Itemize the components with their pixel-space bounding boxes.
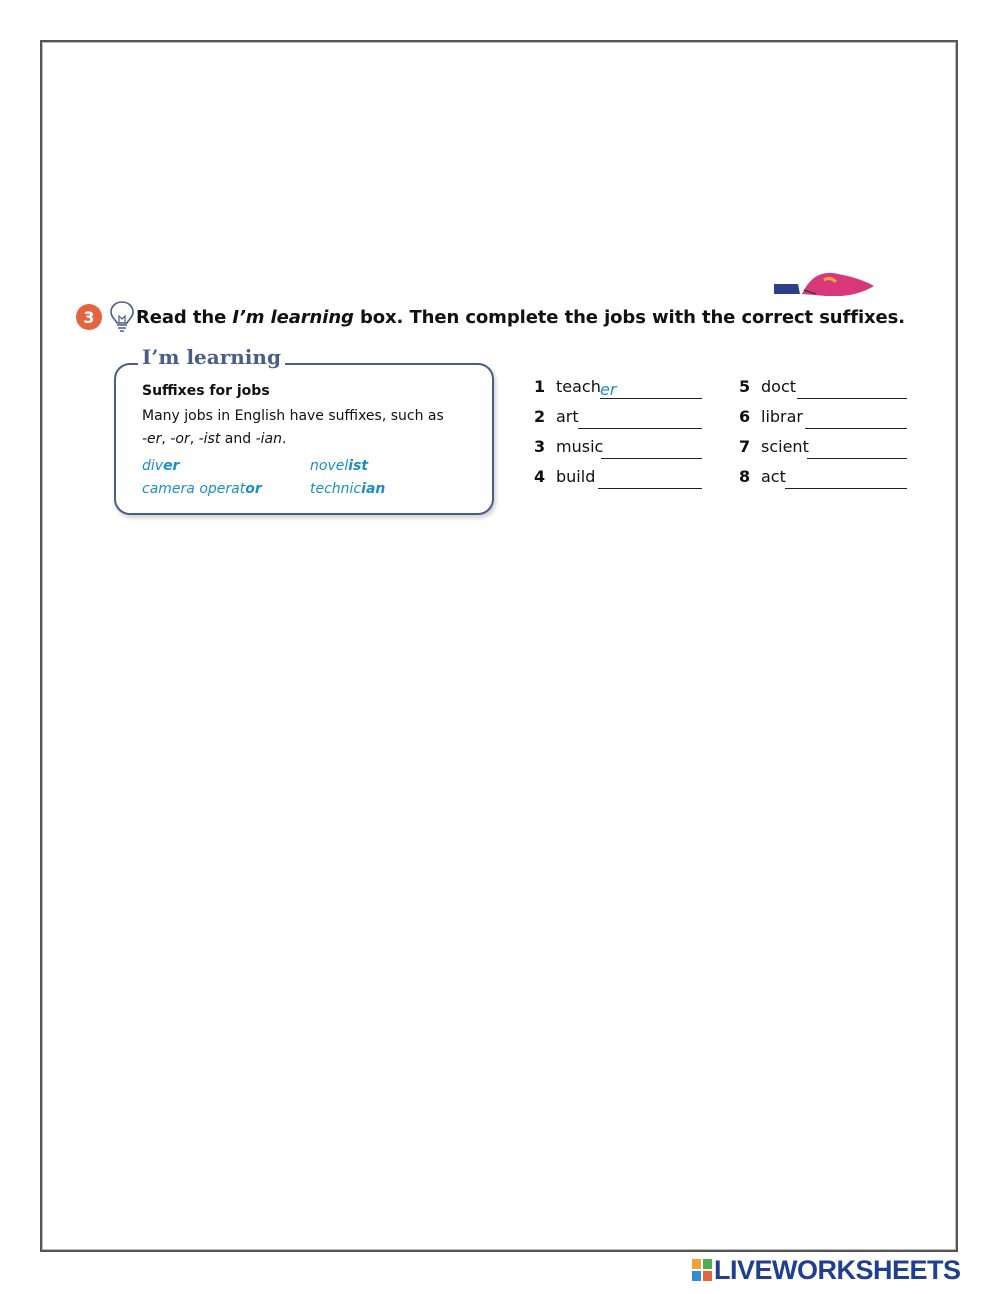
exercise-number-badge [76,304,102,330]
exercise-number: 3 [83,307,95,327]
example-word: camera operator [142,481,262,497]
answer-blank[interactable] [807,440,907,459]
lightbulb-icon [109,300,135,334]
example-word: diver [142,458,180,474]
answer-blank[interactable]: er [600,380,702,399]
answer-blank[interactable] [805,410,907,429]
worksheet-page-frame [40,40,958,1252]
answer-blank[interactable] [785,470,907,489]
liveworksheets-brand-text: LIVEWORKSHEETS [714,1254,961,1285]
learning-box-heading: Suffixes for jobs [142,383,270,399]
answer-blank[interactable] [598,470,702,489]
answer-blank[interactable] [797,380,907,399]
learning-box-text: Many jobs in English have suffixes, such as -er, -or, -ist and -ian. [142,408,444,447]
learning-box-title: I’m learning [138,345,285,369]
example-word: technician [310,481,386,497]
liveworksheets-logo[interactable] [692,1256,961,1284]
exercise-instruction: Read the I’m learning box. Then complete the jobs with the correct suffixes. [136,307,906,328]
liveworksheets-logo-icon [692,1259,712,1281]
example-word: novelist [310,458,369,474]
answer-blank[interactable] [578,410,702,429]
cropped-illustration [774,272,884,296]
answer-blank[interactable] [601,440,702,459]
